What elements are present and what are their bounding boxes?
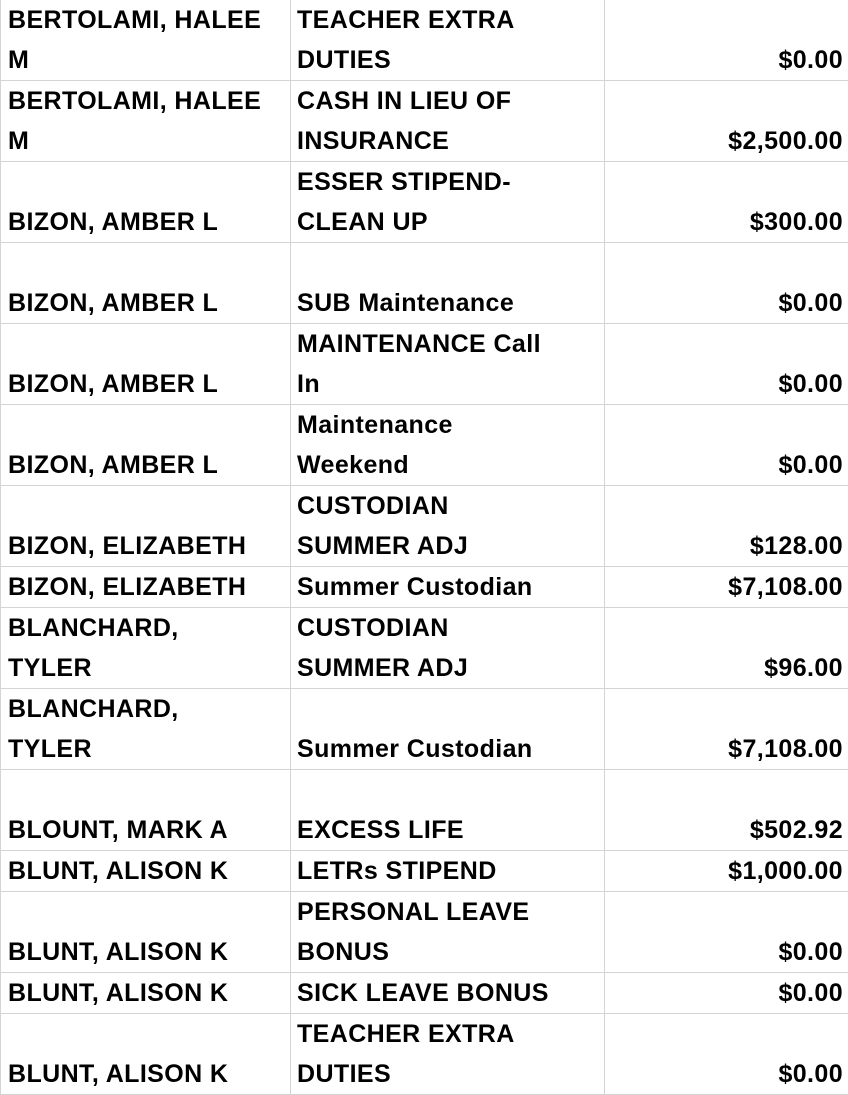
amount-cell-value: $0.00 — [605, 40, 848, 80]
amount-cell-value: $1,000.00 — [605, 851, 848, 891]
description-cell[interactable] — [291, 851, 605, 892]
description-cell-line: MAINTENANCE Call — [291, 324, 604, 364]
employee-name-cell-line: BLOUNT, MARK A — [1, 810, 290, 850]
description-cell[interactable] — [291, 0, 605, 81]
description-cell-line: CLEAN UP — [291, 202, 604, 242]
table-row — [1, 770, 848, 851]
employee-name-cell-line: BLUNT, ALISON K — [1, 932, 290, 972]
employee-name-cell-line: BLANCHARD, — [1, 608, 290, 648]
amount-cell[interactable] — [605, 324, 848, 405]
employee-name-cell-line: BIZON, ELIZABETH — [1, 526, 290, 566]
employee-name-cell[interactable] — [1, 162, 291, 243]
amount-cell[interactable] — [605, 162, 848, 243]
table-row — [1, 0, 848, 81]
amount-cell[interactable] — [605, 973, 848, 1014]
description-cell-line: ESSER STIPEND- — [291, 162, 604, 202]
amount-cell-value: $502.92 — [605, 810, 848, 850]
description-cell-line: CASH IN LIEU OF — [291, 81, 604, 121]
employee-name-cell[interactable] — [1, 0, 291, 81]
table-row — [1, 243, 848, 324]
description-cell-line: SUMMER ADJ — [291, 648, 604, 688]
description-cell[interactable] — [291, 243, 605, 324]
amount-cell-value: $0.00 — [605, 364, 848, 404]
table-row — [1, 608, 848, 689]
employee-name-cell[interactable] — [1, 973, 291, 1014]
employee-name-cell[interactable] — [1, 851, 291, 892]
payroll-rows — [1, 0, 848, 1095]
employee-name-cell-line: BIZON, AMBER L — [1, 283, 290, 323]
employee-name-cell-line: BIZON, AMBER L — [1, 445, 290, 485]
description-cell-line: TEACHER EXTRA — [291, 1014, 604, 1054]
employee-name-cell-line: M — [1, 40, 290, 80]
description-cell-line: TEACHER EXTRA — [291, 0, 604, 40]
employee-name-cell-line: BLUNT, ALISON K — [1, 1054, 290, 1094]
amount-cell-value: $0.00 — [605, 973, 848, 1013]
amount-cell[interactable] — [605, 0, 848, 81]
table-row — [1, 81, 848, 162]
description-cell-line: In — [291, 364, 604, 404]
employee-name-cell-line: BLUNT, ALISON K — [1, 973, 290, 1013]
description-cell-line: BONUS — [291, 932, 604, 972]
amount-cell-value: $2,500.00 — [605, 121, 848, 161]
table-row — [1, 486, 848, 567]
employee-name-cell-line: M — [1, 121, 290, 161]
employee-name-cell-line: TYLER — [1, 729, 290, 769]
description-cell-line: LETRs STIPEND — [291, 851, 604, 891]
table-row — [1, 973, 848, 1014]
amount-cell-value: $7,108.00 — [605, 567, 848, 607]
amount-cell-value: $0.00 — [605, 1054, 848, 1094]
description-cell-line: SICK LEAVE BONUS — [291, 973, 604, 1013]
description-cell[interactable] — [291, 689, 605, 770]
table-row — [1, 405, 848, 486]
description-cell-line: CUSTODIAN — [291, 608, 604, 648]
table-row — [1, 689, 848, 770]
description-cell[interactable] — [291, 892, 605, 973]
description-cell-line: Weekend — [291, 445, 604, 485]
table-row — [1, 1014, 848, 1095]
employee-name-cell[interactable] — [1, 81, 291, 162]
description-cell-line: SUB Maintenance — [291, 283, 604, 323]
employee-name-cell-line: BIZON, ELIZABETH — [1, 567, 290, 607]
description-cell-line: PERSONAL LEAVE — [291, 892, 604, 932]
employee-name-cell[interactable] — [1, 486, 291, 567]
amount-cell[interactable] — [605, 770, 848, 851]
description-cell-line: SUMMER ADJ — [291, 526, 604, 566]
amount-cell-value: $128.00 — [605, 526, 848, 566]
amount-cell-value: $7,108.00 — [605, 729, 848, 769]
description-cell-line: Summer Custodian — [291, 729, 604, 769]
description-cell-line: DUTIES — [291, 1054, 604, 1094]
employee-name-cell[interactable] — [1, 689, 291, 770]
description-cell[interactable] — [291, 405, 605, 486]
description-cell[interactable] — [291, 1014, 605, 1095]
amount-cell[interactable] — [605, 81, 848, 162]
employee-name-cell-line: BIZON, AMBER L — [1, 364, 290, 404]
table-row — [1, 567, 848, 608]
description-cell-line: DUTIES — [291, 40, 604, 80]
description-cell[interactable] — [291, 81, 605, 162]
amount-cell-value: $0.00 — [605, 283, 848, 323]
description-cell-line: INSURANCE — [291, 121, 604, 161]
employee-name-cell-line: BIZON, AMBER L — [1, 202, 290, 242]
employee-name-cell[interactable] — [1, 608, 291, 689]
table-row — [1, 892, 848, 973]
amount-cell-value: $300.00 — [605, 202, 848, 242]
employee-name-cell-line: TYLER — [1, 648, 290, 688]
table-row — [1, 162, 848, 243]
description-cell[interactable] — [291, 162, 605, 243]
description-cell[interactable] — [291, 973, 605, 1014]
employee-name-cell[interactable] — [1, 243, 291, 324]
description-cell[interactable] — [291, 324, 605, 405]
amount-cell[interactable] — [605, 892, 848, 973]
amount-cell-value: $96.00 — [605, 648, 848, 688]
description-cell[interactable] — [291, 608, 605, 689]
description-cell[interactable] — [291, 567, 605, 608]
amount-cell[interactable] — [605, 243, 848, 324]
employee-name-cell-line: BERTOLAMI, HALEE — [1, 81, 290, 121]
amount-cell[interactable] — [605, 1014, 848, 1095]
amount-cell[interactable] — [605, 567, 848, 608]
amount-cell[interactable] — [605, 689, 848, 770]
description-cell[interactable] — [291, 770, 605, 851]
description-cell[interactable] — [291, 486, 605, 567]
table-row — [1, 324, 848, 405]
employee-name-cell[interactable] — [1, 567, 291, 608]
employee-name-cell[interactable] — [1, 770, 291, 851]
employee-name-cell-line: BLUNT, ALISON K — [1, 851, 290, 891]
description-cell-line: Maintenance — [291, 405, 604, 445]
amount-cell-value: $0.00 — [605, 445, 848, 485]
employee-name-cell[interactable] — [1, 892, 291, 973]
description-cell-line: EXCESS LIFE — [291, 810, 604, 850]
employee-name-cell[interactable] — [1, 405, 291, 486]
employee-name-cell-line: BLANCHARD, — [1, 689, 290, 729]
employee-name-cell[interactable] — [1, 1014, 291, 1095]
amount-cell[interactable] — [605, 486, 848, 567]
employee-name-cell[interactable] — [1, 324, 291, 405]
description-cell-line: Summer Custodian — [291, 567, 604, 607]
table-row — [1, 851, 848, 892]
description-cell-line: CUSTODIAN — [291, 486, 604, 526]
amount-cell[interactable] — [605, 405, 848, 486]
amount-cell[interactable] — [605, 851, 848, 892]
amount-cell-value: $0.00 — [605, 932, 848, 972]
amount-cell[interactable] — [605, 608, 848, 689]
employee-name-cell-line: BERTOLAMI, HALEE — [1, 0, 290, 40]
